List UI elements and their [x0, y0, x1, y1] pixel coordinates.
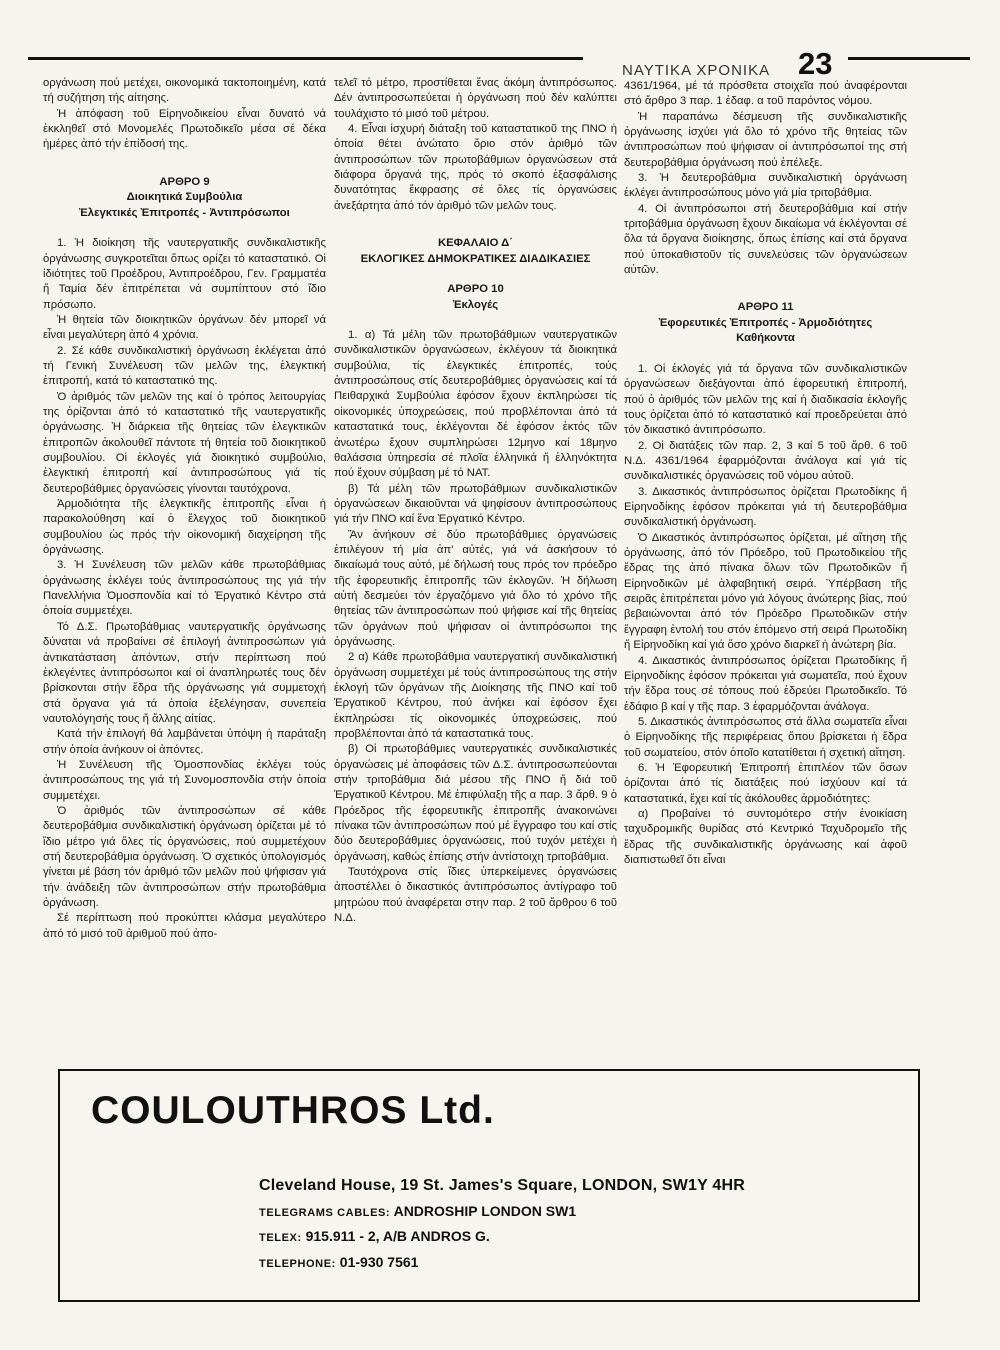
article-title: ΑΡΘΡΟ 9: [159, 175, 210, 188]
paragraph: 3. Ἡ Συνέλευση τῶν μελῶν κάθε πρωτοβάθμιας ὀργάνωσης ἐκλέγει τούς ἀντιπροσώπους της γιά τήν Πανελλήνια Ὁμοσπονδία καί τό Ἐργατικό Κέντρο στά ὁποία συμμετέχει.: [43, 559, 326, 618]
paragraph: α) Προβαίνει τό συντομότερο στήν ἐνοικίαση ταχυδρομικῆς θυρίδας στό Κεντρικό Ταχυδρομεῖο τῆς ἕδρας τῆς συνδικαλιστικῆς ὀργάνωσης καί ἀφοῦ διαπιστωθεῖ ὅτι εἶναι: [624, 807, 907, 866]
ad-company-name: COULOUTHROS Ltd.: [91, 1089, 495, 1132]
ad-telephone-label: TELEPHONE:: [259, 1258, 336, 1270]
paragraph: Ἡ Συνέλευση τῆς Ὁμοσπονδίας ἐκλέγει τούς ἀντιπροσώπους της γιά τή Συνομοσπονδία στήν ὁποία συμμετέχει.: [43, 758, 326, 802]
paragraph: 4. Δικαστικός ἀντιπρόσωπος ὁρίζεται Πρωτοδίκης ἤ Εἰρηνοδίκης ἐφόσον πρόκειται γιά σωματεῖα, πού ἔχουν τήν ἕδρα τους σέ τόπους πού ἑδρεύει Πρωτοδικεῖο. Τό ἐδάφιο β καί γ τῆς παρ. 3 ἐφαρμόζονται ἀνάλογα.: [624, 654, 907, 713]
text-column-3: [624, 79, 907, 1064]
paragraph: οργάνωση πού μετέχει, οικονομικά τακτοποιημένη, κατά τή συζήτηση τής αίτησης.: [43, 77, 326, 105]
article-subtitle: Ἐκλογές: [452, 298, 499, 311]
article-title: ΑΡΘΡΟ 11: [737, 301, 794, 314]
paragraph: Ἡ παραπάνω δέσμευση τῆς συνδικαλιστικῆς ὀργάνωσης ἰσχύει γιά ὅλο τό χρόνο τῆς θητείας τῶν ἀντιπροσώπων πού ψήφισαν οἱ ἀντιπρόσωποί της στή δευτεροβάθμια ὀργάνωση πού ἐπέλεξε.: [624, 110, 907, 169]
ad-address: Cleveland House, 19 St. James's Square, LONDON, SW1Y 4HR: [259, 1177, 745, 1194]
paragraph: 5. Δικαστικός ἀντιπρόσωπος στά ἄλλα σωματεῖα εἶναι ὁ Εἰρηνοδίκης τῆς περιφέρειας ὅπου βρίσκεται ἡ ἕδρα τοῦ σωματείου, στόν ὁποῖο κατατίθεται ἡ σχετική αἴτηση.: [624, 715, 907, 759]
paragraph: Κατά τήν ἐπιλογή θά λαμβάνεται ὑπόψη ἡ παράταξη στήν ὁποία ἀνήκουν οἱ ἀπόντες.: [43, 728, 326, 756]
article-subtitle: Ἐφορευτικές Ἐπιτροπές - Ἀρμοδιότητες: [658, 316, 873, 329]
paragraph: 2 α) Κάθε πρωτοβάθμια ναυτεργατική συνδικαλιστική ὀργάνωση συμμετέχει μέ τούς ἀντιπροσώπους της στήν ἐκλογή τῶν ὀργάνων τῆς Διοίκησης τῆς ΠΝΟ καί τοῦ Ἐργατικοῦ Κέντρου, πού ἀνήκει καί ἐφόσον ἔχει ἐκπληρώσει τίς οἰκονομικές ὑποχρεώσεις, πού προβλέπονται ἀπό τά καταστατικά τους.: [334, 651, 617, 741]
paragraph: Ὁ ἀριθμός τῶν ἀντιπροσώπων σέ κάθε δευτεροβάθμια συνδικαλιστική ὀργάνωση ὁρίζεται μέ τό ἴδιο μέτρο γιά ὅλες τίς ὀργανώσεις, πού συμμετέχουν στή δευτεροβάθμια ὀργάνωση. Ὁ σχετικός ὑπολογισμός γίνεται μέ βάση τόν ἀριθμό τῶν μελῶν πού ψήφισαν γιά τήν ἀνάδειξη τῶν ἀντιπροσώπων στήν πρωτοβάθμια ὀργάνωση.: [43, 804, 326, 909]
paragraph: Ὁ ἀριθμός τῶν μελῶν της καί ὁ τρόπος λειτουργίας της ὁρίζονται ἀπό τό καταστατικό τῆς ναυτεργατικῆς ὀργάνωσης. Ἡ διάρκεια τῆς θητείας τῶν ἐλεγκτικῶν ἐπιτροπῶν ἀκολουθεῖ πάντοτε τή θητεία τοῦ διοικητικοῦ συμβουλίου. Οἱ ἐκλογές γιά διοικητικό συμβούλιο, ἐλεγκτική ἐπιτροπή καί ἀντιπροσώπους γιά τίς δευτεροβάθμιες ὀργανώσεις γίνονται ταυτόχρονα.: [43, 390, 326, 495]
header-rule-right: [848, 57, 970, 60]
paragraph: Ὁ Δικαστικός ἀντιπρόσωπος ὁρίζεται, μέ αἴτηση τῆς ὀργάνωσης, ἀπό τόν Πρόεδρο, τοῦ Πρωτοδικείου τῆς ἕδρας της ἀπό πίνακα ὅλων τῶν Πρωτοδικῶν ἤ Εἰρηνοδικῶν μέ ἀλφαβητική σειρά. Ὑπέρβαση τῆς σειρᾶς ἐπιτρέπεται μόνο γιά λόγους ἀνώτερης βίας, πού βεβαιώνονται ἀπό τόν Πρόεδρο Πρωτοδικῶν στήν ἔγγραφη ἐντολή του στόν ἑπόμενο στή σειρά Πρωτοδίκη ἤ Εἰρηνοδίκη καί γιά ὅσο χρόνο διαρκεῖ ἡ ἀνώτερη βία.: [624, 531, 907, 652]
paragraph: 4. Εἶναι ἰσχυρή διάταξη τοῦ καταστατικοῦ της ΠΝΟ ἡ ὁποία θέτει ἀνώτατο ὅριο στόν ἀριθμό τῶν ἀντιπροσώπων τῶν πρωτοβάθμιων ὀργανώσεων στά διάφορα ὄργανά της, πρός τό σκοπό ἐξασφάλισης δυνατότητας ἔκφρασης σέ ὅλες τίς ὀργανώσεις ἀνεξάρτητα ἀπό τόν ἀριθμό τῶν μελῶν τους.: [334, 123, 617, 212]
chapter-subtitle: ΕΚΛΟΓΙΚΕΣ ΔΗΜΟΚΡΑΤΙΚΕΣ ΔΙΑΔΙΚΑΣΙΕΣ: [360, 252, 591, 265]
paragraph: 3. Δικαστικός ἀντιπρόσωπος ὁρίζεται Πρωτοδίκης ἤ Εἰρηνοδίκης ἐφόσον πρόκειται γιά τή δευτεροβάθμια συνδικαλιστική ὀργάνωση.: [624, 485, 907, 529]
paragraph: Ἄν ἀνήκουν σέ δύο πρωτοβάθμιες ὀργανώσεις ἐπιλέγουν τή μία ἀπ' αὐτές, γιά νά ἀσκήσουν τό δικαίωμά τους αὐτό, μέ δήλωσή τους πρός τον πρόεδρο τῆς ἐφορευτικῆς ἐπιτροπῆς τῶν ἐκλογῶν. Ἡ δήλωση αὐτή δεσμεύει τόν ἐργαζόμενο γιά ὅλο τό χρόνο τῆς θητείας τῶν ἀντιπροσώπων πού ψήφισε καί τῆς θητείας τῶν ὀργάνων πού ψήφισαν οἱ ἀντιπρόσωποι της ὀργάνωσης.: [334, 528, 617, 648]
ad-telex-value: 915.911 - 2, A/B ANDROS G.: [305, 1228, 490, 1244]
paragraph: 2. Σέ κάθε συνδικαλιστική ὀργάνωση ἐκλέγεται ἀπό τή Γενική Συνέλευση τῶν μελῶν της, ἐλεγκτική ἐπιτροπή, κατά τό καταστατικό της.: [43, 344, 326, 388]
paragraph: Ταυτόχρονα στίς ἴδιες ὑπερκείμενες ὀργανώσεις ἀποστέλλει ὁ δικαστικός ἀντιπρόσωπος ἀντίγραφο τοῦ μητρώου πού ἀναφέρεται στην παρ. 2 τοῦ ἄρθρου 6 τοῦ Ν.Δ.: [334, 866, 617, 925]
paragraph: Ἀρμοδιότητα τῆς ἐλεγκτικῆς ἐπιτροπῆς εἶναι ἡ παρακολούθηση καί ὁ ἔλεγχος τοῦ διοικητικοῦ συμβουλίου ὡς πρός τήν οἰκονομική διαχείρηση τῆς ὀργάνωσης.: [43, 498, 326, 557]
ad-telegrams-row: [259, 1203, 576, 1219]
ad-telegrams-value: ANDROSHIP LONDON SW1: [393, 1203, 577, 1219]
paragraph: 4361/1964, μέ τά πρόσθετα στοιχεῖα πού ἀναφέρονται στό ἄρθρο 3 παρ. 1 ἐδαφ. α τοῦ παρόντος νόμου.: [624, 80, 907, 108]
paragraph: 3. Ἡ δευτεροβάθμια συνδικαλιστική ὀργάνωση ἐκλέγει ἀντιπροσώπους μόνο γιά μία τριτοβάθμια.: [624, 172, 907, 200]
paragraph: β) Τά μέλη τῶν πρωτοβάθμιων συνδικαλιστικῶν ὀργανώσεων δικαιοῦνται νά ψηφίσουν ἀντιπροσώπους γιά τήν ΠΝΟ καί ἕνα Ἐργατικό Κέντρο.: [334, 482, 617, 526]
article-subtitle: Καθήκοντα: [736, 332, 795, 345]
paragraph: τελεῖ τό μέτρο, προστίθεται ἕνας ἀκόμη ἀντιπρόσωπος. Δέν ἀντιπροσωπεύεται ἡ ὀργάνωση πού δέν καλύπτει τουλάχιστο τό μισό τοῦ μέτρου.: [334, 77, 617, 120]
article-title: ΑΡΘΡΟ 10: [447, 283, 504, 296]
ad-telephone-value: 01-930 7561: [339, 1254, 419, 1270]
paragraph: 1. Οἱ ἐκλογές γιά τά ὄργανα τῶν συνδικαλιστικῶν ὀργανώσεων διεξάγονται ἀπό ἐφορευτική ἐπιτροπή, πού ὁ ἀριθμός τῶν μελῶν της καί ἡ διαδικασία ἐκλογῆς τους ὁρίζεται ἀπό τό καταστατικό καί προεδρεύεται ἀπό τόν δικαστικό ἀντιπρόσωπο.: [624, 362, 907, 437]
page-number: 23: [798, 46, 833, 81]
ad-telex-row: [259, 1228, 490, 1244]
article-subtitle: Διοικητικά Συμβούλια: [126, 191, 243, 204]
paragraph: Σέ περίπτωση πού προκύπτει κλάσμα μεγαλύτερο ἀπό τό μισό τοῦ ἀριθμοῦ πού ἀπο-: [43, 912, 326, 940]
article-subtitle: Ἐλεγκτικές Ἐπιτροπές - Ἀντιπρόσωποι: [79, 206, 290, 219]
chapter-title: ΚΕΦΑΛΑΙΟ Δ΄: [437, 237, 514, 250]
ad-telephone-row: [259, 1254, 418, 1270]
paragraph: β) Οἱ πρωτοβάθμιες ναυτεργατικές συνδικαλιστικές ὀργανώσεις μέ ἀποφάσεις τῶν Δ.Σ. ἀντιπροσωπεύονται στήν τριτοβάθμια διά μέσου τῆς ΠΝΟ ἤ διά τοῦ Ἐργατικοῦ Κέντρου. Μέ ἐπιφύλαξη τῆς α παρ. 3 ἄρθ. 9 ὁ Πρόεδρος τῆς ἐφορευτικῆς ἐπιτροπῆς ἀνακοινώνει πίνακα τῶν ἀντιπροσώπων πού μέ ἔγγραφο του καί στίς δύο δευτεροβάθμιες ὀργανώσεις, πού τυχόν μετέχει ἡ ὀργάνωση, καθώς ἐπίσης στήν ἀντίστοιχη τριτοβάθμια.: [334, 743, 617, 863]
paragraph: Τό Δ.Σ. Πρωτοβάθμιας ναυτεργατικῆς ὀργάνωσης δύναται νά προβαίνει σέ ἐπιλογή ἀντιπροσώπων γιά ἀντικατάσταση ἀπόντων, στήν περίπτωση πού ἐκλεγέντες ἀντιπρόσωποι καί οἱ ἀναπληρωτές τους δέν βρίσκονται στήν ἕδρα τῆς ὀργάνωσης γιά συμμετοχή στά ὄργανα γιά τά ὁποία ἐξελέγησαν, συνεπεία ναυτολόγησής τους ἤ ἄλλης αἰτίας.: [43, 620, 326, 725]
paragraph: 2. Οἱ διατάξεις τῶν παρ. 2, 3 καί 5 τοῦ ἄρθ. 6 τοῦ Ν.Δ. 4361/1964 ἐφαρμόζονται ἀνάλογα καί γιά τίς συνδικαλιστικές ὀργανώσεις τοῦ νόμου αὐτοῦ.: [624, 439, 907, 483]
advertisement-box: [58, 1069, 920, 1302]
ad-telegrams-label: TELEGRAMS CABLES:: [259, 1207, 391, 1219]
paragraph: Ἡ ἀπόφαση τοῦ Εἰρηνοδικείου εἶναι δυνατό νά ἐκκληθεῖ στό Μονομελές Πρωτοδικεῖο μέσα σέ δέκα ἡμέρες ἀπό τήν ἐπίδοσή της.: [43, 107, 326, 151]
text-column-2: [334, 76, 617, 1061]
paragraph: 4. Οἱ ἀντιπρόσωποι στή δευτεροβάθμια καί στήν τριτοβάθμια ὀργάνωση ἔχουν δικαίωμα νά ἐκλέγονται σέ ὅλα τά ὄργανα διοίκησης, ὅπως ἐπίσης καί στά ὄργανα πού ὑποκαθιστοῦν τίς συνελεύσεις τῶν ὀργανώσεων αὐτῶν.: [624, 202, 907, 277]
header-rule-left: [28, 57, 583, 60]
text-column-1: [43, 76, 326, 1061]
paragraph: 6. Ἡ Ἐφορευτική Ἐπιτροπή ἐπιπλέον τῶν ὅσων ὁρίζονται ἀπό τίς διατάξεις πού ἰσχύουν καί τά καταστατικά, ἔχει καί τίς ἀκόλουθες ἀρμοδιότητες:: [624, 761, 907, 805]
magazine-title: ΝΑΥΤΙΚΑ ΧΡΟΝΙΚΑ: [622, 62, 771, 79]
paragraph: Ἡ θητεία τῶν διοικητικῶν ὀργάνων δέν μπορεῖ νά εἶναι μεγαλύτερη ἀπό 4 χρόνια.: [43, 313, 326, 342]
ad-telex-label: TELEX:: [259, 1232, 302, 1244]
paragraph: 1. α) Τά μέλη τῶν πρωτοβάθμιων ναυτεργατικῶν συνδικαλιστικῶν ὀργανώσεων, ἐκλέγουν τά διοικητικά συμβούλια, τίς ἐλεγκτικές ἐπιτροπές, τούς ἀντιπροσώπους στίς δευτεροβάθμιες ὀργανώσεις καί τά Πειθαρχικά Συμβούλια ἐφόσον ἔχουν ἐκπληρώσει τίς οἰκονομικές ὑποχρεώσεις, πού προβλέπονται ἀπό τά καταστατικά τους, ἐκλέγονται δέ ἐφόσον ἐκτός τῶν ἀνωτέρω ἔχουν συμπληρώσει 12μηνο καί 18μηνο θαλάσσια ὑπηρεσία σέ πλοῖα ἑλληνικά ἤ ἑλληνόκτητα πού ἔχουν σύμβαση μέ τό ΝΑΤ.: [334, 329, 617, 480]
paragraph: 1. Ἡ διοίκηση τῆς ναυτεργατικῆς συνδικαλιστικῆς ὀργάνωσης συγκροτεῖται ὅπως ορίζει τό καταστατικό. Οἱ ἰδιότητες τοῦ Προέδρου, Ἀντιπροέδρου, Γεν. Γραμματέα ἤ Ταμία δέν ἐπιτρέπεται νά συμπίπτουν στό ἴδιο πρόσωπο.: [43, 237, 326, 311]
